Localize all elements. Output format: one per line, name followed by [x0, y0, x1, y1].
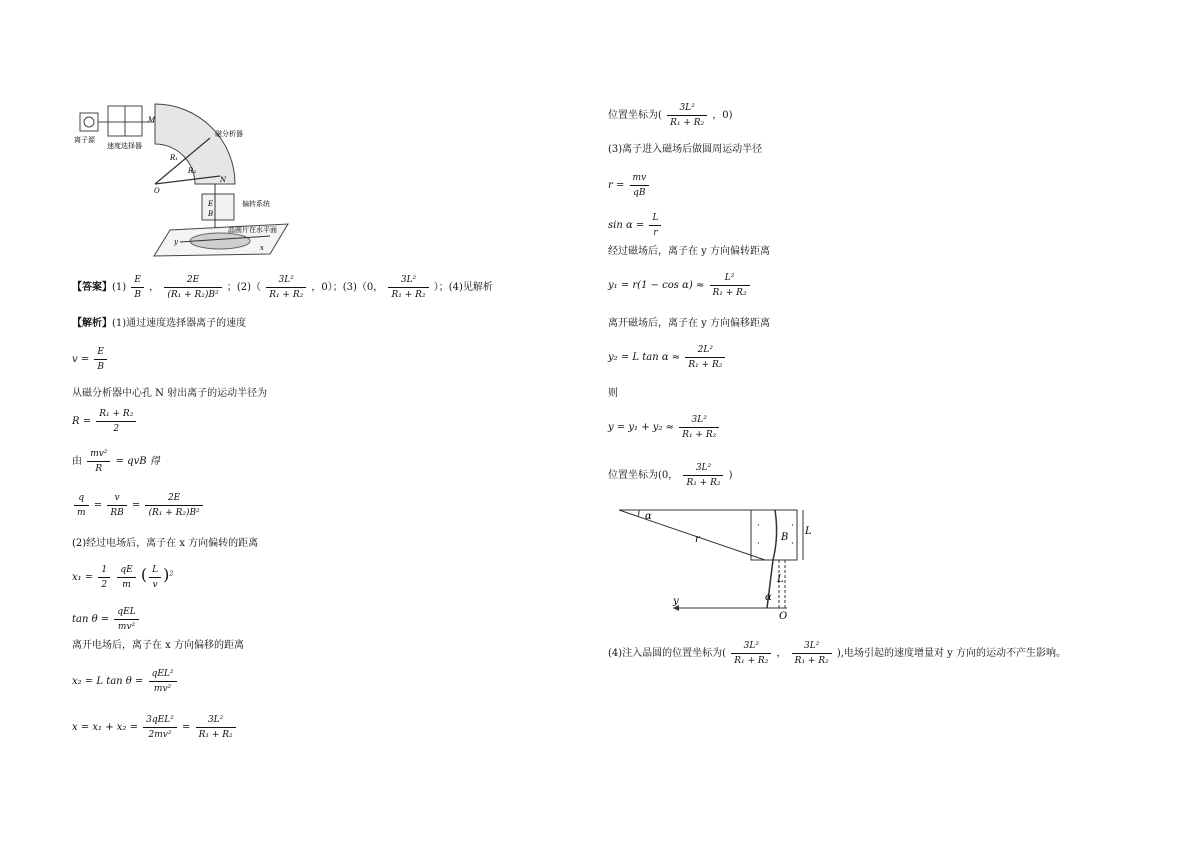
- velocity-selector-label: 速度选择器: [107, 142, 142, 150]
- eq-x2: x₂ = L tan θ = $\frac{\text{qEL²}}{\text{mv²}}$: [72, 668, 179, 695]
- apparatus-figure: [70, 98, 295, 258]
- svg-text:x: x: [260, 244, 264, 252]
- right-l7: 离开磁场后，离子在 y 方向偏移距离: [608, 318, 771, 329]
- eq-x1: x₁ = $\frac{1}{2}$ $\frac{qE}{m}$ ( $\frac{L}{v}$ )$^2$: [72, 565, 174, 590]
- eq-R: R = $\frac{\text{R₁ + R₂}}{2}$: [72, 408, 138, 435]
- svg-text:O: O: [779, 611, 788, 622]
- svg-text:R₂: R₂: [188, 167, 197, 175]
- eq-y1: y₁ = r(1 − cos α) ≈ $\frac{\text{L²}}{\text{R₁ + R₂}}$: [608, 272, 752, 299]
- ion-source-label: 离子源: [74, 136, 95, 144]
- eq-by: 由 $\frac{\text{mv²}}{R}$ = qvB 得: [72, 449, 160, 474]
- ion-source-box: [80, 113, 98, 131]
- svg-text:E: E: [208, 200, 214, 208]
- svg-text:B: B: [208, 210, 214, 218]
- eq-y: y = y₁ + y₂ ≈ $\frac{\text{3L²}}{\text{R₁ + R₂}}$: [608, 414, 721, 441]
- mag-analyzer-label: 磁分析器: [215, 130, 243, 138]
- right-then: 则: [608, 388, 618, 399]
- eq-r: r = $\frac{mv}{qB}$: [608, 172, 651, 199]
- svg-text:y: y: [174, 238, 178, 246]
- right-l6: 经过磁场后，离子在 y 方向偏转距离: [608, 246, 771, 257]
- deflection-geometry-figure: [615, 502, 820, 622]
- svg-text:·: ·: [791, 539, 794, 549]
- svg-text:y: y: [673, 596, 679, 607]
- eq-x: x = x₁ + x₂ = $\frac{\text{3qEL²}}{\text{2mv²}}$ = $\frac{\text{3L²}}{\text{R₁ + R₂}}$: [72, 714, 238, 741]
- deflection-label: 偏转系统: [242, 200, 270, 208]
- wafer-label: 晶圆片在水平面: [228, 226, 277, 234]
- pos1: 位置坐标为( $\frac{\text{3L²}}{\text{R₁ + R₂}}$ ，0): [608, 103, 733, 128]
- eq-sin: sin α = $\frac{L}{r}$: [608, 212, 663, 239]
- svg-text:R₁: R₁: [170, 154, 179, 162]
- right-l8: (4)注入晶圆的位置坐标为( $\frac{\text{3L²}}{\text{R₁ + R₂}}$ ， $\frac{\text{3L²}}{\text{R₁ + R₂}}$ ),电场引起的速度增量对 y 方向的运动不产生影响。: [608, 641, 1066, 666]
- eq-tan: tan θ = $\frac{\text{qEL}}{\text{mv²}}$: [72, 606, 141, 633]
- eq-v: v = $\frac{E}{B}$: [72, 346, 109, 373]
- svg-text:N: N: [220, 176, 227, 184]
- analysis-l3: (2)经过电场后，离子在 x 方向偏转的距离: [72, 538, 259, 549]
- analysis-l2: 从磁分析器中心孔 N 射出离子的运动半径为: [72, 388, 268, 399]
- svg-text:L: L: [805, 526, 812, 537]
- svg-text:·: ·: [757, 521, 760, 531]
- svg-text:·: ·: [757, 539, 760, 549]
- answer-line: 【答案】(1) $\frac{E}{B}$ ， $\frac{2E}{\text{(R₁ + R₂)B²}}$ ；(2)（ $\frac{\text{3L²}}{\text{R₁ + R₂}}$ ，0）；(3)（0， $\frac{\text{3L²}}{\text{R₁ + R₂}}$ ）；(4)见解析: [72, 275, 493, 300]
- svg-text:α: α: [645, 511, 652, 522]
- deflection-box: [202, 194, 234, 220]
- eq-y2: y₂ = L tan α ≈ $\frac{\text{2L²}}{\text{R₁ + R₂}}$: [608, 344, 727, 371]
- analysis-l4: 离开电场后，离子在 x 方向偏移的距离: [72, 640, 244, 651]
- eq-qm: $\frac{q}{m}$ = $\frac{v}{RB}$ = $\frac{2E}{\text{(R₁ + R₂)B²}}$: [72, 492, 205, 519]
- svg-text:L: L: [777, 574, 784, 585]
- svg-text:·: ·: [791, 521, 794, 531]
- svg-text:r: r: [695, 534, 700, 545]
- analysis-lead: 【解析】(1)通过速度选择器离子的速度: [72, 318, 247, 329]
- svg-text:O: O: [154, 187, 160, 195]
- pos2: 位置坐标为(0， $\frac{\text{3L²}}{\text{R₁ + R₂}}$ ): [608, 463, 733, 488]
- svg-text:α: α: [765, 592, 772, 603]
- right-l5: (3)离子进入磁场后做圆周运动半径: [608, 144, 763, 155]
- svg-text:M: M: [148, 116, 156, 124]
- svg-text:B: B: [781, 532, 789, 543]
